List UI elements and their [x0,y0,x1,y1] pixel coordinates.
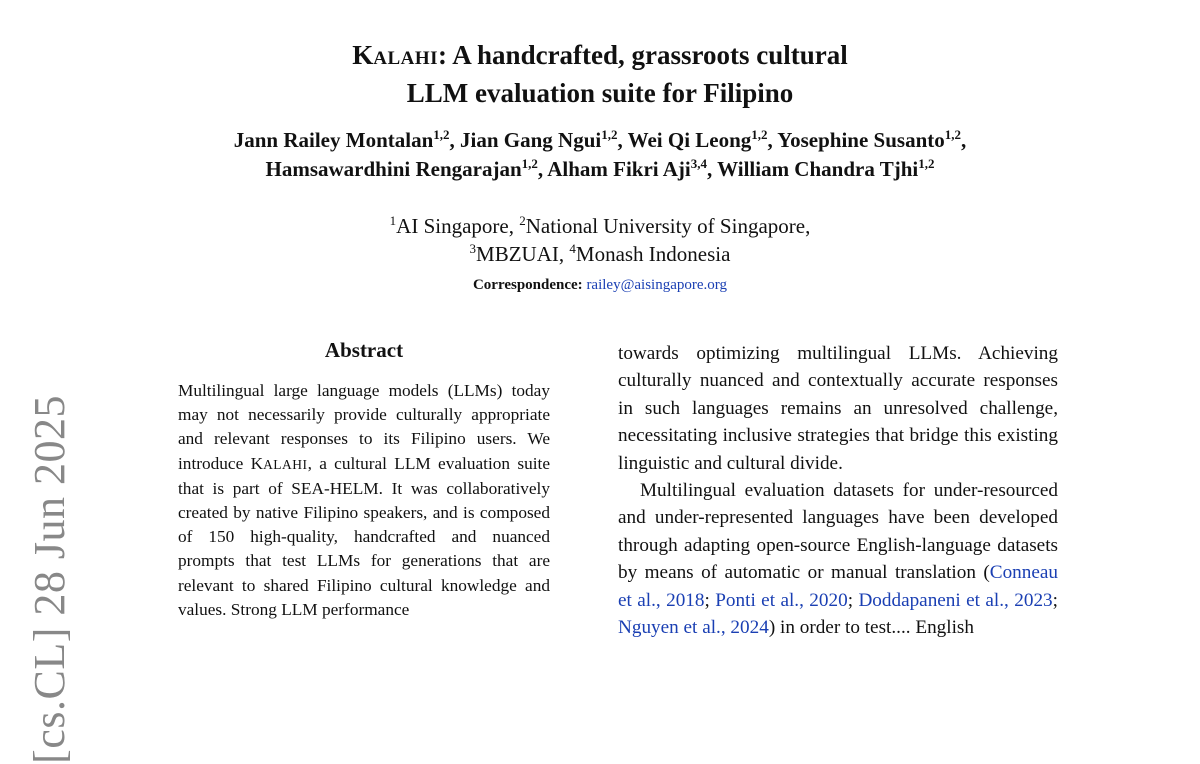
abstract-text [178,379,550,622]
author-affiliation: 3,4 [690,156,707,171]
arxiv-stamp: [cs.CL] 28 Jun 2025 [25,395,74,764]
affiliations [0,212,1200,268]
title-line-1 [0,38,1200,76]
title-name-first: K [352,40,374,70]
author-affiliation: 1,2 [944,127,962,142]
correspondence [0,275,1200,295]
affiliation-number: 3 [469,241,477,256]
author-affiliation: 1,2 [521,156,538,171]
body-paragraph-2: Multilingual evaluation datasets for under-resourced and under-represented languages have been developed through adapting open-source English-language datasets by means of automatic or manual translation (Conneau et al., 2018; Ponti et al., 2020; Doddapaneni et al., 2023; Nguyen et al., 2024) in order to test.... English [618,480,1058,639]
affiliation-name: MBZUAI [476,242,559,266]
author-line-2: Hamsawardhini Rengarajan$^{1,2}$, Alham Fikri Aji$^{3,4}$, William Chandra Tjhi$^{1,2}$ [265,156,935,181]
affiliation-line-1: $^1$AI Singapore, $^2$National University of Singapore, [389,213,811,238]
citation-link[interactable]: Nguyen et al., 2024 [618,617,769,639]
author-line-1: Jann Railey Montalan$^{1,2}$, Jian Gang Ngui$^{1,2}$, Wei Qi Leong$^{1,2}$, Yosephine Susanto$^{1,2}$, [233,127,967,152]
affiliation-line-2: $^3$MBZUAI, $^4$Monash Indonesia [469,241,731,266]
author-name: Yosephine Susanto [777,128,945,152]
author-list [0,126,1200,184]
author-affiliation: 1,2 [601,127,618,142]
author-affiliation: 1,2 [433,127,450,142]
body-paragraph-2-tail: ) in order to test.... English [768,617,974,639]
body-paragraph-2-text: Multilingual evaluation datasets for under-resourced and under-represented languages have been developed through adapting open-source English-language datasets by means of automatic or manual translation ( [618,480,1058,584]
correspondence-label: Correspondence: [472,277,583,293]
author-name: William Chandra Tjhi [717,157,919,181]
author-name: Alham Fikri Aji [547,157,691,181]
title-line-2: LLM evaluation suite for Filipino [406,78,794,108]
author-name: Wei Qi Leong [627,128,752,152]
body-paragraph-1: towards optimizing multilingual LLMs. Achieving culturally nuanced and contextually accurate responses in such languages remains an unresolved challenge, necessitating inclusive strategies that bridge this existing linguistic and cultural divide. [618,343,1058,474]
affiliation-name: Monash Indonesia [575,242,731,266]
body-column-right [618,340,1058,641]
abstract-text-after: , a cultural LLM evaluation suite that is part of SEA-HELM. It was collaboratively created by native Filipino speakers, and is composed of 150 high-quality, handcrafted and nuanced prompts that test LLMs for generations that are relevant to shared Filipino cultural knowledge and values. Strong LLM performance [178,453,550,619]
citation-link[interactable]: Doddapaneni et al., 2023 [858,589,1053,611]
citation-link[interactable]: Conneau et al., 2018 [618,562,1058,611]
affiliation-number: 4 [569,241,576,256]
abstract-name-rest: ALAHI [263,456,308,472]
affiliation-number: 1 [389,213,397,228]
abstract-heading: Abstract [324,338,404,362]
abstract-name-first: K [250,453,264,473]
correspondence-email-link[interactable]: railey@aisingapore.org [586,277,728,293]
author-name: Hamsawardhini Rengarajan [265,157,522,181]
citation-link[interactable]: Ponti et al., 2020 [715,589,848,611]
affiliation-name: National University of Singapore [525,214,806,238]
paper-title [0,38,1200,110]
author-name: Jian Gang Ngui [460,128,602,152]
title-line1-rest: : A handcrafted, grassroots cultural [438,40,848,70]
title-name-rest: ALAHI [373,48,439,69]
author-affiliation: 1,2 [751,127,768,142]
abstract-text-before: Multilingual large language models (LLMs) today may not necessarily provide culturally appropriate and relevant responses to its Filipino users. We introduce [178,381,550,473]
affiliation-number: 2 [519,213,526,228]
author-affiliation: 1,2 [918,156,935,171]
author-name: Jann Railey Montalan [233,128,434,152]
affiliation-name: AI Singapore [396,214,509,238]
